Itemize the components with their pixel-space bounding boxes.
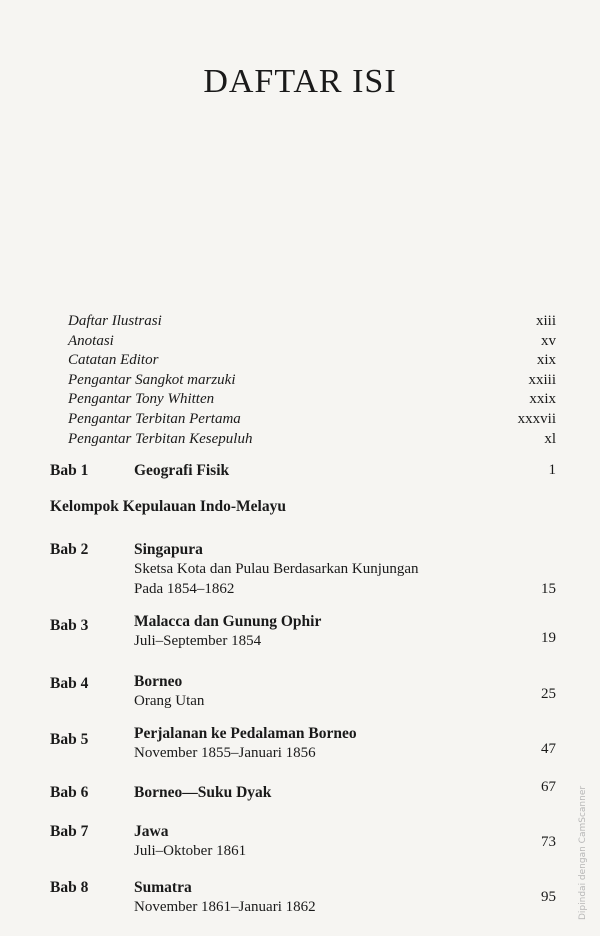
entry-page: xl: [544, 430, 556, 447]
chapter-title: Borneo—Suku Dyak: [134, 784, 272, 801]
chapter-page: 1: [548, 462, 556, 478]
entry-label: Anotasi: [68, 332, 114, 349]
chapter-entry: [50, 613, 556, 653]
entry-label: Pengantar Sangkot marzuki: [68, 371, 236, 388]
front-matter-entry: [68, 371, 556, 391]
entry-label: Pengantar Terbitan Kesepuluh: [68, 430, 253, 447]
entry-page: xxix: [529, 391, 556, 408]
chapter-page: 95: [541, 889, 556, 905]
chapter-title: Singapura: [134, 541, 203, 558]
chapter-number: Bab 1: [50, 462, 89, 479]
chapter-subtitle: Orang Utan: [134, 693, 205, 709]
chapter-entry: [50, 541, 556, 601]
front-matter-entry: [68, 410, 556, 430]
front-matter-entry: [68, 351, 556, 371]
entry-label: Catatan Editor: [68, 352, 159, 369]
front-matter-entry: [68, 332, 556, 352]
chapter-title: Sumatra: [134, 879, 192, 896]
chapter-subtitle: November 1855–Januari 1856: [134, 745, 316, 761]
chapter-subtitle: November 1861–Januari 1862: [134, 899, 316, 915]
chapter-number: Bab 8: [50, 879, 89, 896]
front-matter-entry: [68, 430, 556, 450]
entry-page: xxiii: [528, 371, 556, 388]
entry-page: xix: [536, 352, 556, 369]
chapter-subtitle: Juli–Oktober 1861: [134, 843, 247, 859]
entry-page: xv: [541, 332, 556, 349]
entry-page: xiii: [535, 313, 556, 329]
chapter-title: Jawa: [134, 823, 169, 840]
chapter-page: 47: [541, 741, 556, 757]
chapter-page: 67: [541, 779, 556, 795]
chapter-number: Bab 6: [50, 784, 89, 801]
chapter-page: 19: [541, 630, 556, 646]
chapter-number: Bab 2: [50, 541, 89, 558]
chapter-number: Bab 3: [50, 617, 89, 634]
entry-label: Pengantar Tony Whitten: [68, 391, 215, 408]
chapter-page: 25: [541, 686, 556, 702]
front-matter-entry: [68, 312, 556, 332]
group-heading: Kelompok Kepulauan Indo-Melayu: [50, 498, 286, 515]
page-title: DAFTAR ISI: [203, 62, 397, 100]
scanner-watermark: Dipindai dengan CamScanner: [578, 785, 588, 920]
chapter-entry: [50, 462, 556, 502]
chapter-entry: [50, 879, 556, 919]
front-matter-entry: [68, 390, 556, 410]
chapter-page: 15: [541, 581, 556, 597]
entry-label: Pengantar Terbitan Pertama: [68, 410, 241, 427]
chapter-number: Bab 4: [50, 675, 89, 692]
chapter-number: Bab 7: [50, 823, 89, 840]
chapter-page: 73: [541, 834, 556, 850]
chapter-title: Borneo: [134, 673, 183, 690]
chapter-number: Bab 5: [50, 731, 89, 748]
chapter-title: Perjalanan ke Pedalaman Borneo: [134, 725, 357, 742]
chapter-subtitle: Sketsa Kota dan Pulau Berdasarkan Kunjungan: [134, 561, 419, 577]
chapter-title: Geografi Fisik: [134, 462, 230, 479]
entry-page: xxxvii: [517, 410, 556, 427]
front-matter-list: [68, 312, 556, 449]
chapter-title: Malacca dan Gunung Ophir: [134, 613, 322, 630]
chapter-entry: [50, 779, 556, 808]
chapter-entry: [50, 725, 556, 765]
chapter-entry: [50, 673, 556, 713]
chapter-subtitle: Juli–September 1854: [134, 633, 262, 649]
chapter-entry: [50, 823, 556, 863]
entry-label: Daftar Ilustrasi: [68, 313, 162, 329]
chapter-subtitle: Pada 1854–1862: [134, 581, 235, 597]
